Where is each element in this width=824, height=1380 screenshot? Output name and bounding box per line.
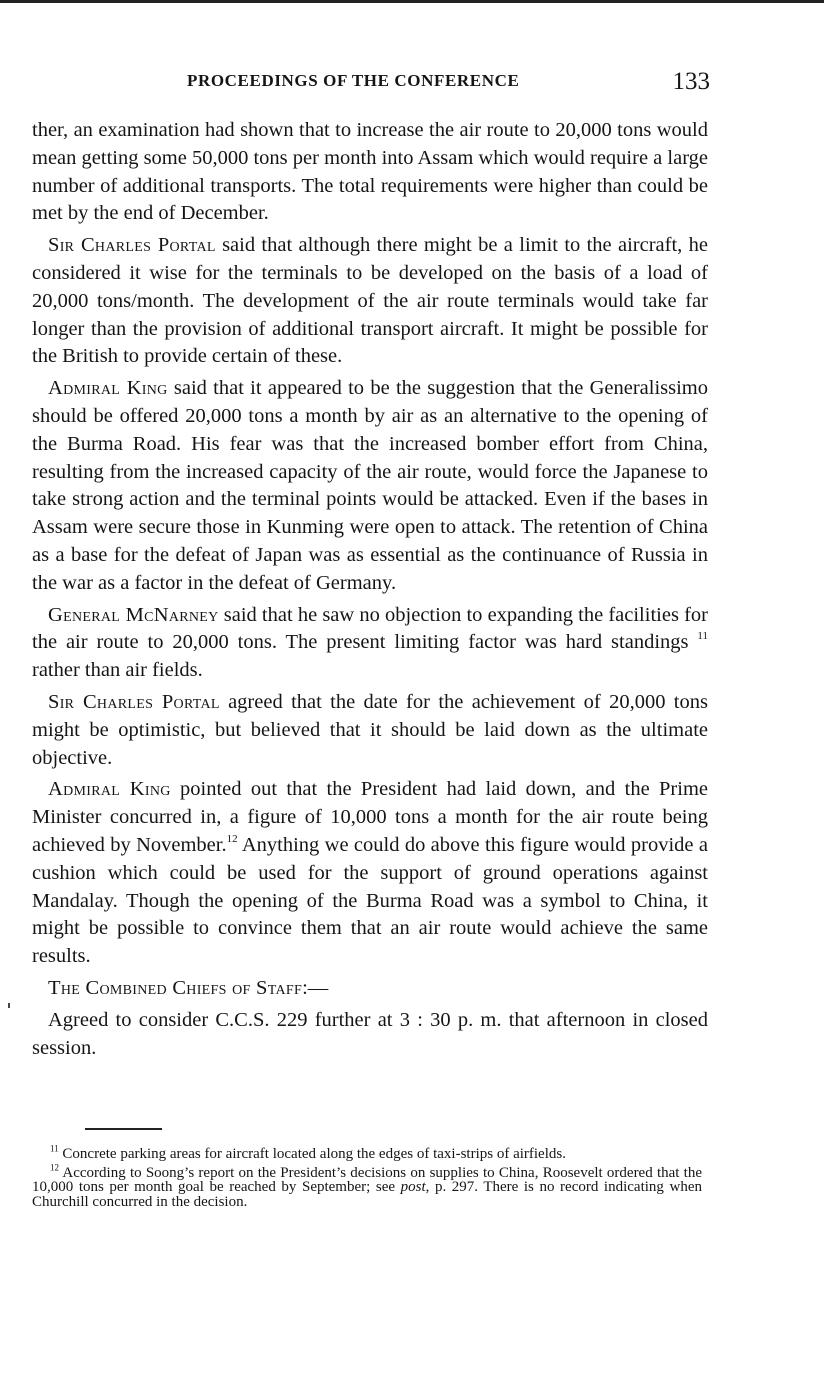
page-number: 133 xyxy=(672,68,710,95)
footnote-ref-12[interactable]: 12 xyxy=(226,833,238,846)
paragraph-ccs-heading xyxy=(32,975,708,1003)
footnote-number: 12 xyxy=(50,1162,59,1173)
paragraph-king-1 xyxy=(32,375,708,597)
paragraph-king-2 xyxy=(32,776,708,971)
paragraph-text: Agreed to consider C.C.S. 229 further at 3 : 30 p. m. that afternoon in closed session. xyxy=(32,1008,708,1059)
paragraph-text: :— xyxy=(302,976,329,999)
footnote-12 xyxy=(32,1162,702,1210)
page-header xyxy=(32,68,710,102)
speaker-name: Sir Charles Portal xyxy=(48,234,216,257)
footnote-ref-11[interactable]: 11 xyxy=(697,630,709,643)
speaker-name: Admiral King xyxy=(48,377,168,400)
paragraph-portal-1 xyxy=(32,232,708,371)
speaker-name: Sir Charles Portal xyxy=(48,690,220,713)
paragraph-text: pointed out that the President had laid down, and the Prime Minister concurred in, a figure of 10,000 tons a month for the air route being achieved by November. xyxy=(32,778,708,856)
paragraph-text: said that it appeared to be the suggestion that the Generalissimo should be offered 20,000 tons a month by air as an alternative to the opening of the Burma Road. His fear was that the increased bomber effort from China, resulting from the increased capacity of the air route, would force the Japanese to take strong action and the terminal points would be attacked. Even if the bases in Assam were secure those in Kunming were open to attack. The retention of China as a base for the defeat of Japan was as essential as the continuance of Russia in the war as a factor in the defeat of Germany. xyxy=(32,377,708,594)
running-head: PROCEEDINGS OF THE CONFERENCE xyxy=(187,71,520,90)
footnote-11 xyxy=(32,1143,702,1162)
top-rule xyxy=(0,0,824,3)
paragraph-text: said that he saw no objection to expanding the facilities for the air route to 20,000 tons. The present limiting factor was hard standings xyxy=(32,603,708,654)
paragraph-decision xyxy=(32,1007,708,1063)
speaker-name: General McNarney xyxy=(48,603,219,626)
footnote-rule xyxy=(85,1128,162,1130)
footnote-number: 11 xyxy=(50,1143,59,1154)
body-text xyxy=(32,117,708,1066)
footnote-italic: post xyxy=(400,1179,426,1196)
paragraph-portal-2 xyxy=(32,689,708,772)
paragraph-text: ther, an examination had shown that to increase the air route to 20,000 tons would mean getting some 50,000 tons per month into Assam which would require a large number of additional transports. The total requirements were higher than could be met by the end of December. xyxy=(32,119,708,225)
speaker-name: The Combined Chiefs of Staff xyxy=(48,976,303,999)
margin-mark xyxy=(8,1003,10,1008)
paragraph-text: agreed that the date for the achievement of 20,000 tons might be optimistic, but believed that it should be laid down as the ultimate objective. xyxy=(32,690,708,769)
paragraph-continuation xyxy=(32,117,708,228)
footnote-text: , p. 297. There is no record indicating when Churchill concurred in the decision. xyxy=(32,1179,702,1210)
paragraph-text: rather than air fields. xyxy=(32,659,203,682)
footnote-text: According to Soong’s report on the President’s decisions on supplies to China, Roosevelt ordered that the 10,000 tons per month goal be reached by September; see xyxy=(32,1164,702,1196)
speaker-name: Admiral King xyxy=(48,778,171,801)
footnotes xyxy=(32,1143,702,1213)
paragraph-mcnarney xyxy=(32,602,708,685)
footnote-text: Concrete parking areas for aircraft located along the edges of taxi-strips of airfields. xyxy=(58,1146,566,1162)
paragraph-text: said that although there might be a limit to the aircraft, he considered it wise for the terminals to be developed on the basis of a load of 20,000 tons/month. The development of the air route terminals would take far longer than the provision of additional transport aircraft. It might be possible for the British to provide certain of these. xyxy=(32,234,708,368)
paragraph-text: Anything we could do above this figure would provide a cushion which could be used for the support of ground operations against Mandalay. Though the opening of the Burma Road was a symbol to China, it might be possible to convince them that an air route would achieve the same results. xyxy=(32,833,708,968)
